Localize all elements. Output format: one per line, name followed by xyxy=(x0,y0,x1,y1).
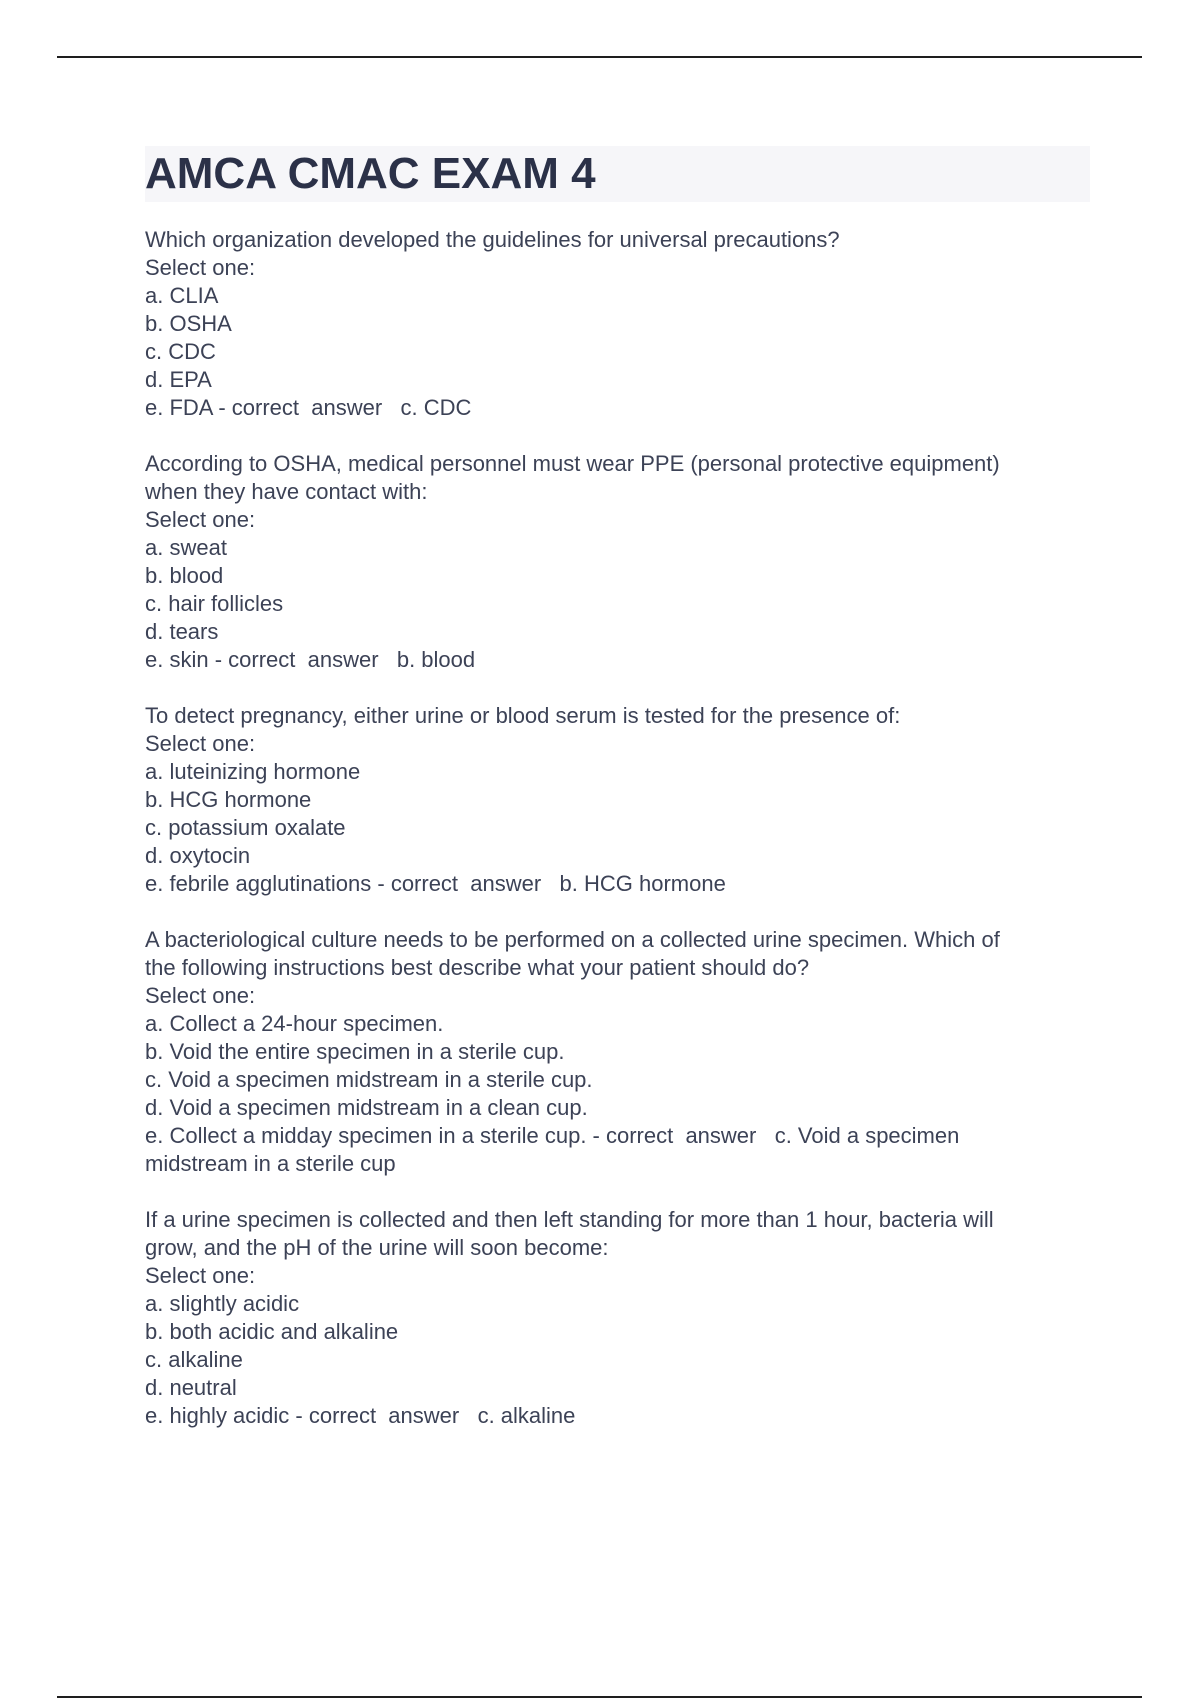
select-one-prompt: Select one: xyxy=(145,731,256,756)
answer-option: c. Void a specimen midstream in a sterile cup. xyxy=(145,1067,593,1092)
answer-option: a. sweat xyxy=(145,535,227,560)
question-block xyxy=(145,226,1090,422)
question-block xyxy=(145,1206,1090,1430)
top-rule xyxy=(57,56,1142,58)
question-text: the following instructions best describe what your patient should do? xyxy=(145,955,810,980)
answer-option: a. Collect a 24-hour specimen. xyxy=(145,1011,444,1036)
answer-option: e. skin - correct answer b. blood xyxy=(145,647,476,672)
bottom-rule xyxy=(57,1696,1142,1698)
question-block xyxy=(145,450,1090,674)
question-text: If a urine specimen is collected and then left standing for more than 1 hour, bacteria will xyxy=(145,1207,994,1232)
answer-option: c. potassium oxalate xyxy=(145,815,346,840)
answer-option: e. FDA - correct answer c. CDC xyxy=(145,395,472,420)
answer-option: d. tears xyxy=(145,619,219,644)
answer-option: e. febrile agglutinations - correct answer b. HCG hormone xyxy=(145,871,726,896)
answer-option: a. luteinizing hormone xyxy=(145,759,361,784)
answer-option: d. EPA xyxy=(145,367,212,392)
answer-option: b. OSHA xyxy=(145,311,232,336)
question-list xyxy=(145,226,1090,1430)
title-banner xyxy=(145,146,1090,202)
question-text: when they have contact with: xyxy=(145,479,428,504)
question-text: midstream in a sterile cup xyxy=(145,1151,396,1176)
answer-option: d. oxytocin xyxy=(145,843,251,868)
select-one-prompt: Select one: xyxy=(145,507,256,532)
question-block xyxy=(145,702,1090,898)
answer-option: d. neutral xyxy=(145,1375,237,1400)
question-text: grow, and the pH of the urine will soon become: xyxy=(145,1235,609,1260)
answer-option: b. blood xyxy=(145,563,224,588)
select-one-prompt: Select one: xyxy=(145,255,256,280)
question-text: A bacteriological culture needs to be performed on a collected urine specimen. Which of xyxy=(145,927,1000,952)
answer-option: e. highly acidic - correct answer c. alkaline xyxy=(145,1403,576,1428)
answer-option: a. CLIA xyxy=(145,283,219,308)
answer-option: d. Void a specimen midstream in a clean cup. xyxy=(145,1095,588,1120)
select-one-prompt: Select one: xyxy=(145,983,256,1008)
answer-option: b. both acidic and alkaline xyxy=(145,1319,399,1344)
answer-option: c. CDC xyxy=(145,339,216,364)
question-text: To detect pregnancy, either urine or blood serum is tested for the presence of: xyxy=(145,703,901,728)
answer-option: e. Collect a midday specimen in a sterile cup. - correct answer c. Void a specimen xyxy=(145,1123,960,1148)
answer-option: c. alkaline xyxy=(145,1347,243,1372)
document-title: AMCA CMAC EXAM 4 xyxy=(145,149,596,198)
answer-option: a. slightly acidic xyxy=(145,1291,300,1316)
answer-option: c. hair follicles xyxy=(145,591,284,616)
answer-option: b. HCG hormone xyxy=(145,787,312,812)
answer-option: b. Void the entire specimen in a sterile cup. xyxy=(145,1039,565,1064)
question-block xyxy=(145,926,1090,1178)
document-body xyxy=(145,146,1090,1458)
select-one-prompt: Select one: xyxy=(145,1263,256,1288)
question-text: According to OSHA, medical personnel must wear PPE (personal protective equipment) xyxy=(145,451,1000,476)
question-text: Which organization developed the guidelines for universal precautions? xyxy=(145,227,840,252)
